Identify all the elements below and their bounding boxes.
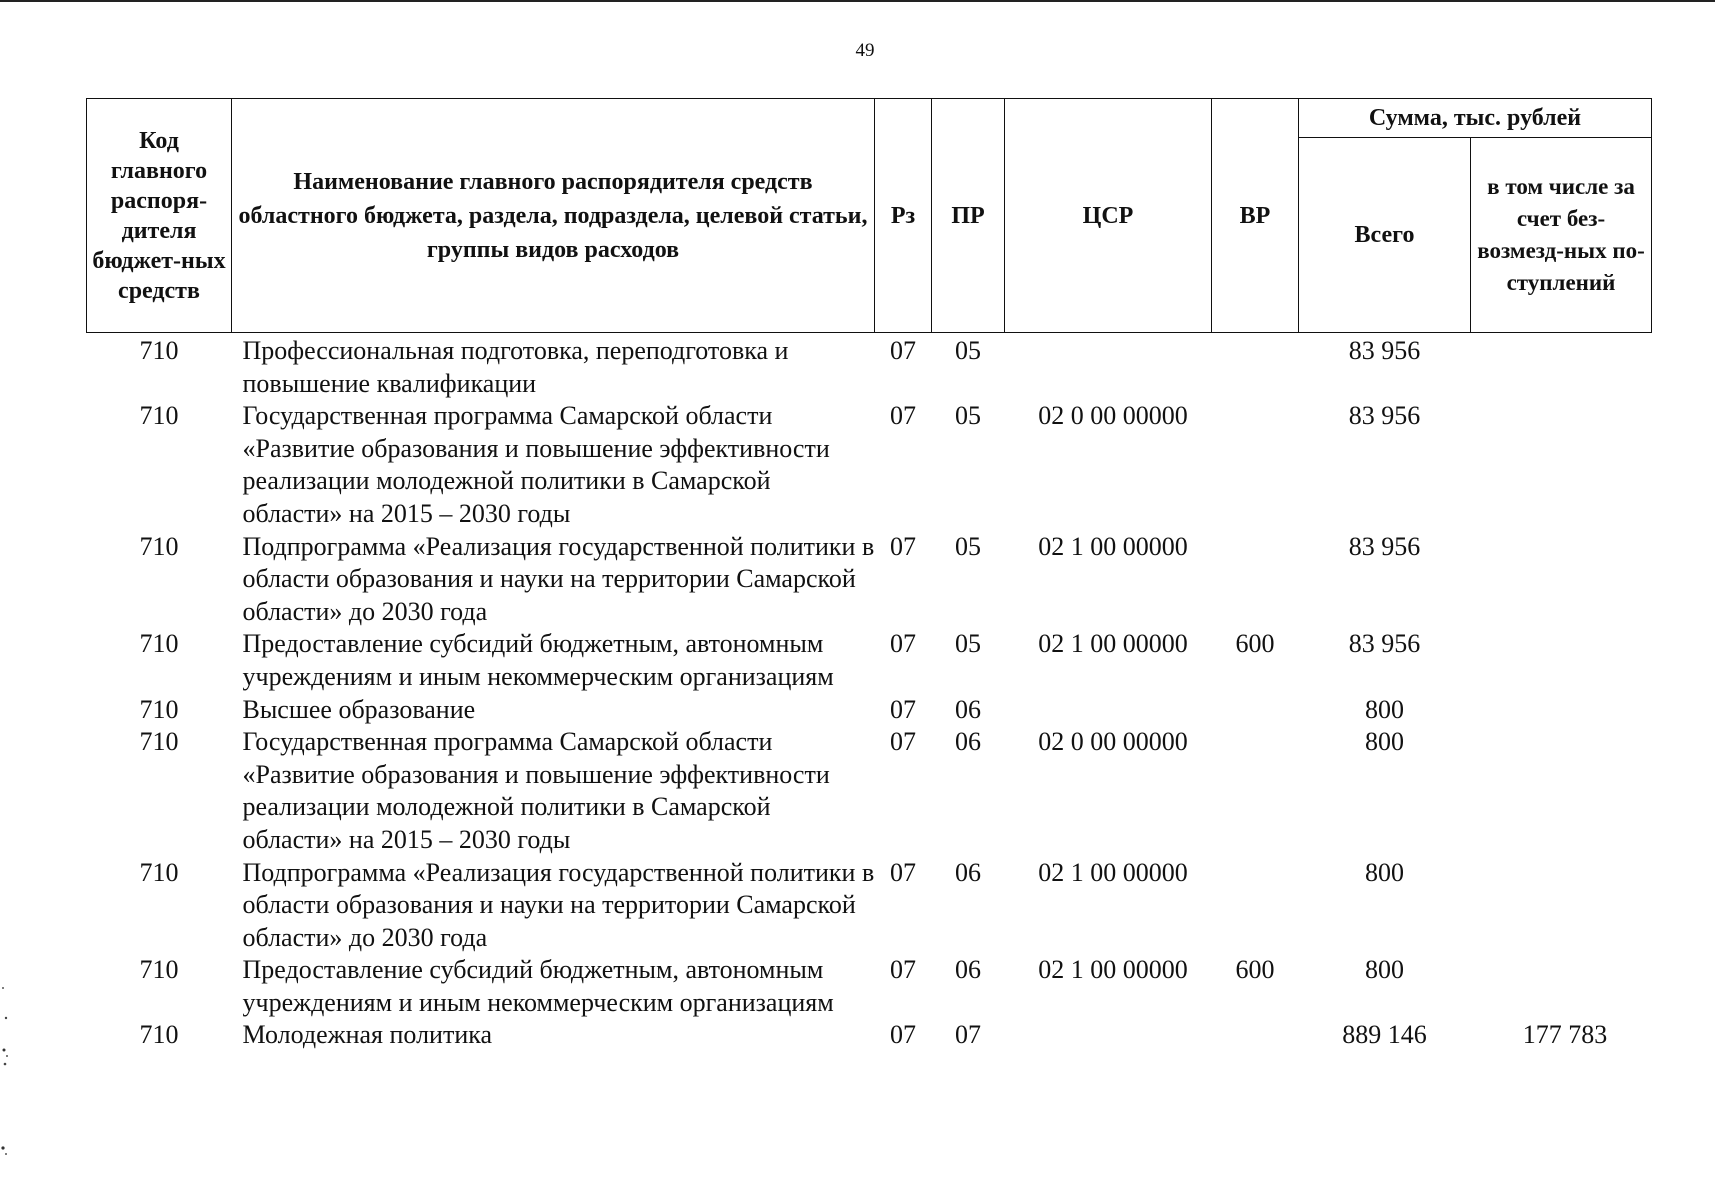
cell-csr: 02 0 00 00000 (1038, 727, 1188, 757)
cell-code: 710 (139, 955, 179, 985)
cell-total: 800 (1365, 727, 1404, 757)
cell-rz: 07 (890, 336, 916, 365)
cell-rz: 07 (890, 955, 916, 985)
cell-vr (1212, 1019, 1299, 1052)
cell-free-receipts (1471, 628, 1652, 693)
page-number: 49 (855, 40, 875, 61)
table-header (87, 99, 1652, 333)
table-row (87, 400, 1652, 530)
cell-pr: 07 (955, 1020, 981, 1050)
cell-rz: 07 (890, 1020, 916, 1050)
cell-csr: 02 1 00 00000 (1038, 857, 1188, 887)
table-row (87, 726, 1652, 856)
cell-code: 710 (139, 857, 179, 887)
cell-csr: 02 1 00 00000 (1038, 955, 1188, 985)
table-row (87, 954, 1652, 1019)
cell-vr (1212, 726, 1299, 856)
cell-free-receipts (1471, 400, 1652, 530)
cell-name: Государственная программа Самарской области «Развитие образования и повышение эффективности реализации молодежной политики в Самарской области» на 2015 – 2030 годы (242, 727, 830, 854)
cell-pr: 06 (955, 857, 981, 887)
cell-rz: 07 (890, 727, 916, 757)
cell-rz: 07 (890, 531, 916, 561)
cell-vr: 600 (1235, 629, 1275, 659)
cell-name: Молодежная политика (242, 1020, 493, 1050)
cell-total: 800 (1365, 857, 1404, 887)
cell-pr: 05 (955, 629, 981, 659)
cell-code: 710 (139, 336, 179, 365)
cell-name: Подпрограмма «Реализация государственной политики в области образования и науки на территории Самарской области» до 2030 года (242, 857, 875, 952)
cell-total: 83 956 (1348, 336, 1421, 365)
header-free-receipts: в том числе за счет без-возмезд-ных по-ступлений (1471, 138, 1652, 333)
cell-vr (1212, 857, 1299, 955)
cell-name: Предоставление субсидий бюджетным, автономным учреждениям и иным некоммерческим организациям (242, 629, 834, 691)
table-row (87, 1019, 1652, 1052)
cell-total: 83 956 (1348, 531, 1421, 561)
cell-total: 889 146 (1342, 1020, 1427, 1050)
cell-free-receipts (1471, 531, 1652, 629)
cell-total: 800 (1365, 955, 1404, 985)
table-row (87, 857, 1652, 955)
cell-free-receipts (1471, 857, 1652, 955)
cell-vr: 600 (1235, 955, 1275, 985)
cell-pr: 05 (955, 531, 981, 561)
header-csr: ЦСР (1005, 99, 1212, 333)
cell-vr (1212, 531, 1299, 629)
cell-pr: 05 (955, 401, 981, 431)
header-sum-group: Сумма, тыс. рублей (1299, 99, 1652, 138)
cell-csr (1005, 333, 1212, 401)
cell-csr (1005, 1019, 1212, 1052)
cell-code: 710 (139, 1020, 179, 1050)
cell-free-receipts (1471, 954, 1652, 1019)
budget-table (86, 98, 1652, 1052)
top-edge-rule (0, 0, 1715, 2)
table-row (87, 333, 1652, 401)
header-name: Наименование главного распорядителя средств областного бюджета, раздела, подраздела, целевой статьи, группы видов расходов (232, 99, 875, 333)
header-total: Всего (1299, 138, 1471, 333)
cell-pr: 06 (955, 727, 981, 757)
cell-pr: 06 (955, 694, 981, 724)
cell-free-receipts: 177 783 (1522, 1020, 1608, 1050)
cell-vr (1212, 333, 1299, 401)
cell-rz: 07 (890, 857, 916, 887)
cell-free-receipts (1471, 694, 1652, 727)
cell-code: 710 (139, 629, 179, 659)
cell-rz: 07 (890, 629, 916, 659)
cell-total: 83 956 (1348, 401, 1421, 431)
header-vr: ВР (1212, 99, 1299, 333)
cell-pr: 06 (955, 955, 981, 985)
header-rz: Рз (875, 99, 932, 333)
cell-name: Профессиональная подготовка, переподготовка и повышение квалификации (242, 336, 789, 398)
cell-csr: 02 1 00 00000 (1038, 531, 1188, 561)
cell-name: Государственная программа Самарской области «Развитие образования и повышение эффективности реализации молодежной политики в Самарской области» на 2015 – 2030 годы (242, 401, 830, 528)
scan-specks (0, 980, 12, 1180)
cell-name: Подпрограмма «Реализация государственной политики в области образования и науки на территории Самарской области» до 2030 года (242, 531, 875, 626)
cell-code: 710 (139, 531, 179, 561)
cell-code: 710 (139, 727, 179, 757)
cell-vr (1212, 694, 1299, 727)
cell-csr (1005, 694, 1212, 727)
cell-name: Предоставление субсидий бюджетным, автономным учреждениям и иным некоммерческим организациям (242, 955, 834, 1017)
cell-total: 83 956 (1348, 629, 1421, 659)
cell-csr: 02 0 00 00000 (1038, 401, 1188, 431)
cell-free-receipts (1471, 726, 1652, 856)
table-row (87, 694, 1652, 727)
cell-rz: 07 (890, 694, 916, 724)
cell-total: 800 (1365, 694, 1404, 724)
cell-csr: 02 1 00 00000 (1038, 629, 1188, 659)
table-row (87, 531, 1652, 629)
table-row (87, 628, 1652, 693)
cell-code: 710 (139, 694, 179, 724)
header-code: Код главного распоря-дителя бюджет-ных средств (87, 99, 232, 333)
cell-pr: 05 (955, 336, 981, 365)
cell-name: Высшее образование (242, 694, 476, 724)
cell-code: 710 (139, 401, 179, 431)
cell-free-receipts (1471, 333, 1652, 401)
cell-rz: 07 (890, 401, 916, 431)
header-pr: ПР (932, 99, 1005, 333)
cell-vr (1212, 400, 1299, 530)
table-body (87, 333, 1652, 1053)
